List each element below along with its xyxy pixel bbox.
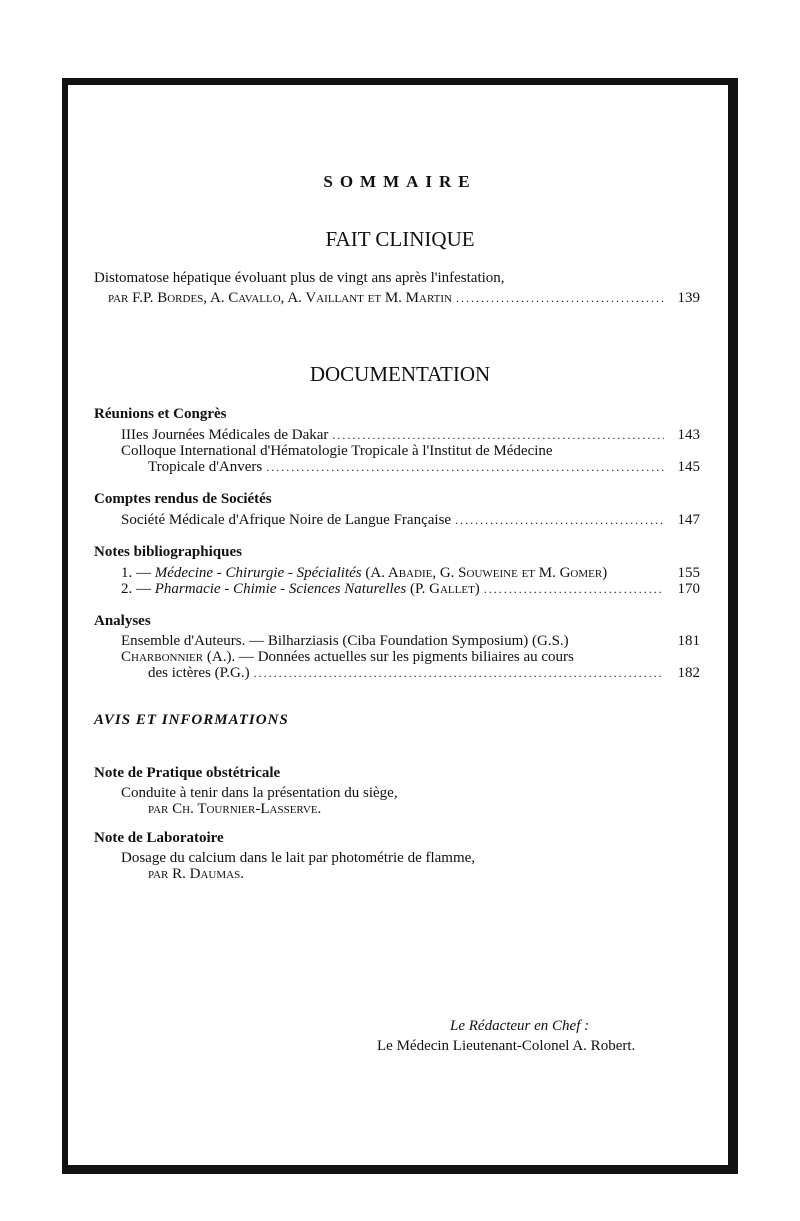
signature-name [377, 1038, 635, 1055]
entry-authors: (P. Gallet) [409, 581, 480, 597]
entry-title-cont: des ictères (P.G.) [148, 665, 250, 681]
reunions-item-1 [121, 427, 700, 444]
page-number: 170 [677, 581, 700, 597]
reunions-item-2-line2 [148, 459, 700, 476]
entry-authors: (A. Abadie, G. Souweine et M. Gomer) [365, 565, 608, 581]
page-number: 145 [677, 459, 700, 475]
leader-dots [456, 290, 664, 307]
notes-biblio-item-1 [121, 565, 700, 582]
documentation-title: DOCUMENTATION [309, 362, 491, 386]
entry-title: — Données actuelles sur les pigments biliaires au cours [238, 649, 574, 665]
page-number: 182 [677, 665, 700, 681]
analyses-item-2-line2 [148, 665, 700, 682]
note1-line1: Conduite à tenir dans la présentation du siège, [121, 785, 398, 801]
note1-heading: Note de Pratique obstétricale [94, 765, 281, 781]
comptes-rendus-heading: Comptes rendus de Sociétés [94, 491, 272, 507]
leader-dots [455, 512, 664, 529]
entry-author: Charbonnier (A.). [121, 649, 236, 665]
notes-biblio-heading: Notes bibliographiques [94, 544, 242, 560]
leader-dots [484, 581, 664, 598]
avis-title: AVIS ET INFORMATIONS [94, 712, 289, 728]
reunions-item-2-line1: Colloque International d'Hématologie Tropicale à l'Institut de Médecine [121, 443, 553, 459]
entry-title: Pharmacie - Chimie - Sciences Naturelles [154, 581, 407, 597]
entry-title: IIIes Journées Médicales de Dakar [121, 427, 329, 443]
reunions-heading: Réunions et Congrès [94, 406, 227, 422]
page-number: 181 [677, 633, 700, 649]
entry-number: 2. — [121, 581, 151, 597]
analyses-item-1 [121, 633, 700, 650]
page-number: 139 [677, 290, 700, 306]
signature-role: Le Rédacteur en Chef : [450, 1018, 590, 1034]
leader-dots [254, 665, 664, 682]
analyses-heading: Analyses [94, 613, 151, 629]
notes-biblio-item-2 [121, 581, 700, 598]
page-number: 155 [677, 565, 700, 581]
leader-dots [266, 459, 664, 476]
fait-clinique-entry-line1: Distomatose hépatique évoluant plus de vingt ans après l'infestation, [94, 270, 505, 286]
comptes-rendus-item-1 [121, 512, 700, 529]
note1-line2: par Ch. Tournier-Lasserve. [148, 801, 322, 817]
entry-number: 1. — [121, 565, 151, 581]
analyses-item-2-line1 [121, 649, 574, 666]
page-number: 147 [677, 512, 700, 528]
entry-title: Tropicale d'Anvers [148, 459, 263, 475]
fait-clinique-title: FAIT CLINIQUE [325, 227, 475, 251]
signature-name-text: Le Médecin Lieutenant-Colonel A. Robert. [377, 1038, 636, 1054]
page-number: 143 [677, 427, 700, 443]
leader-dots [332, 427, 664, 444]
entry-title: Société Médicale d'Afrique Noire de Langue Française [121, 512, 452, 528]
note2-line1: Dosage du calcium dans le lait par photométrie de flamme, [121, 850, 476, 866]
note2-line2: par R. Daumas. [148, 866, 244, 882]
entry-title: Ensemble d'Auteurs. — Bilharziasis (Ciba Foundation Symposium) (G.S.) [121, 633, 569, 649]
note2-heading: Note de Laboratoire [94, 830, 224, 846]
entry-authors: par F.P. Bordes, A. Cavallo, A. Vaillant et M. Martin [108, 290, 452, 306]
entry-title: Médecine - Chirurgie - Spécialités [154, 565, 362, 581]
fait-clinique-entry-line2 [108, 290, 700, 307]
sommaire-heading: SOMMAIRE [323, 172, 477, 191]
